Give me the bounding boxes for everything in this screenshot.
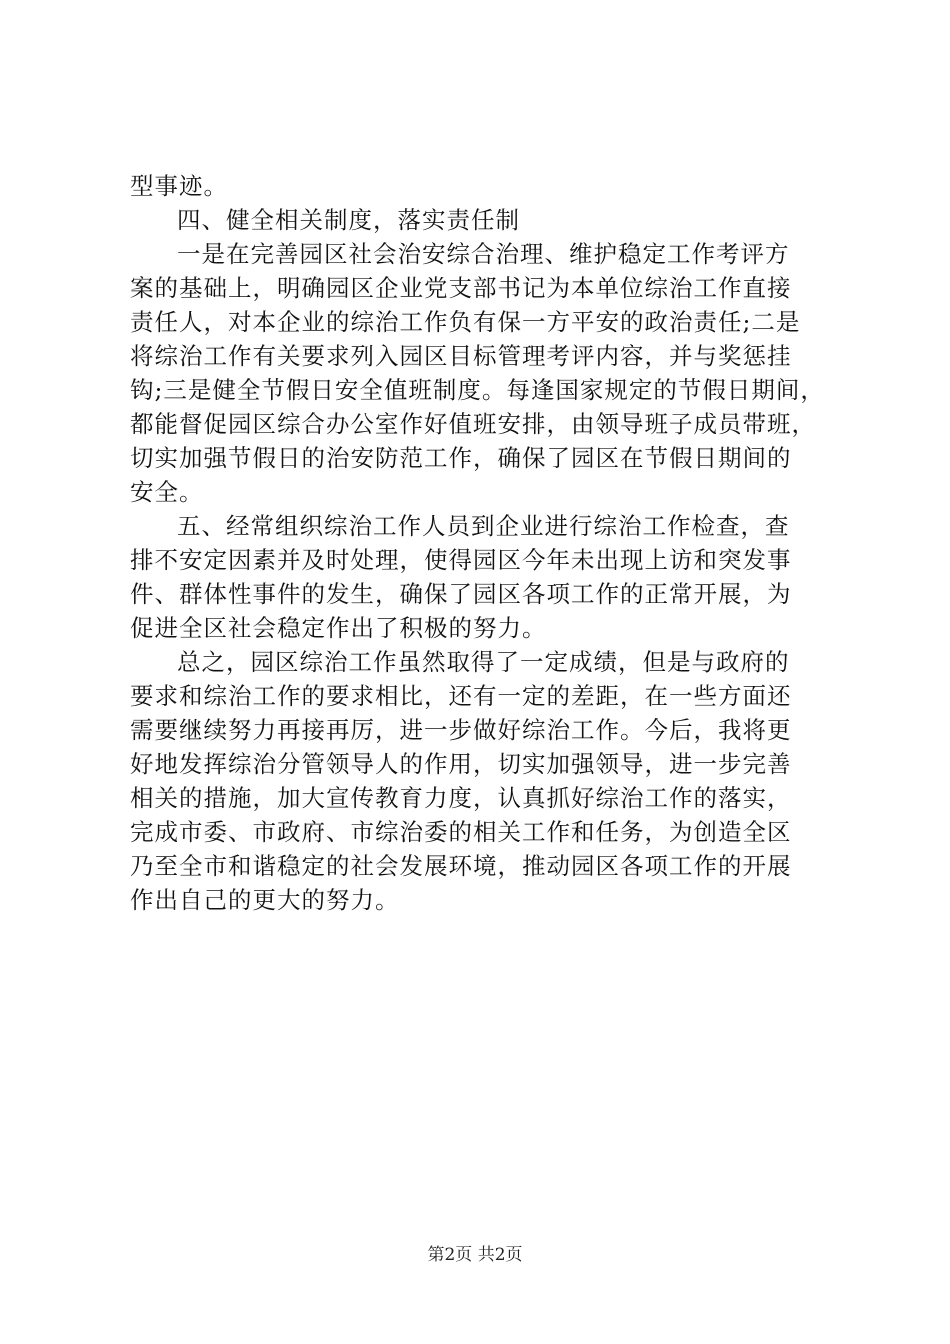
text-line: 作出自己的更大的努力。 [130, 886, 400, 914]
text-line: 安全。 [130, 478, 204, 506]
text-line: 要求和综治工作的要求相比，还有一定的差距，在一些方面还 [130, 682, 792, 710]
text-line: 四、健全相关制度，落实责任制 [177, 206, 520, 234]
text-line: 都能督促园区综合办公室作好值班安排，由领导班子成员带班， [130, 410, 816, 438]
text-line: 促进全区社会稳定作出了积极的努力。 [130, 614, 547, 642]
text-line: 总之，园区综治工作虽然取得了一定成绩，但是与政府的 [177, 648, 790, 676]
text-line: 件、群体性事件的发生，确保了园区各项工作的正常开展，为 [130, 580, 792, 608]
text-line: 型事迹。 [130, 172, 228, 200]
text-line: 案的基础上，明确园区企业党支部书记为本单位综治工作直接 [130, 274, 792, 302]
text-line: 需要继续努力再接再厉，进一步做好综治工作。今后，我将更 [130, 716, 792, 744]
text-line: 将综治工作有关要求列入园区目标管理考评内容，并与奖惩挂 [130, 342, 792, 370]
text-line: 钩;三是健全节假日安全值班制度。每逢国家规定的节假日期间， [130, 376, 825, 404]
page-footer: 第2页 共2页 [427, 1245, 523, 1265]
text-line: 一是在完善园区社会治安综合治理、维护稳定工作考评方 [177, 240, 790, 268]
document-body [130, 169, 825, 917]
text-line: 排不安定因素并及时处理，使得园区今年未出现上访和突发事 [130, 546, 792, 574]
text-line: 五、经常组织综治工作人员到企业进行综治工作检查，查 [177, 512, 790, 540]
text-line: 乃至全市和谐稳定的社会发展环境，推动园区各项工作的开展 [130, 852, 792, 880]
text-line: 完成市委、市政府、市综治委的相关工作和任务，为创造全区 [130, 818, 792, 846]
text-line: 好地发挥综治分管领导人的作用，切实加强领导，进一步完善 [130, 750, 792, 778]
text-line: 切实加强节假日的治安防范工作，确保了园区在节假日期间的 [130, 444, 792, 472]
text-line: 相关的措施，加大宣传教育力度，认真抓好综治工作的落实， [130, 784, 792, 812]
text-line: 责任人，对本企业的综治工作负有保一方平安的政治责任;二是 [130, 308, 801, 336]
